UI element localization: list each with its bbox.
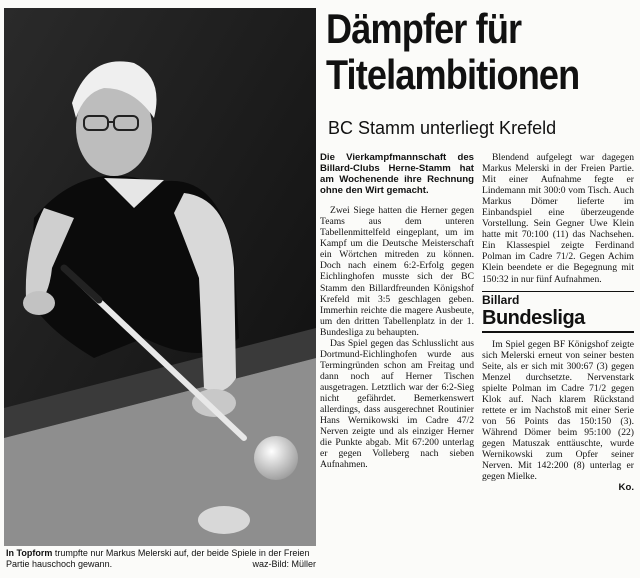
article-column-2 — [482, 152, 634, 493]
article-paragraph: Zwei Siege hatten die Herner gegen Teams aus dem unteren Tabellenmittelfeld eingeplant, um im Kampf um die Deutsche Meisterschaft ein Wörtchen mitreden zu können. Doch nach einem 6:2-Erfolg gegen Eichlinghofen musste sich der BC Stamm den Billardfreunden Königshof Krefeld mit 3:5 geschlagen geben. Immerhin reichte die magere Ausbeute, um den dritten Tabellenplatz in der 1. Bundesliga zu behaupten. — [320, 205, 474, 338]
billiard-player-photo — [4, 8, 316, 546]
headline — [326, 6, 594, 98]
author-signature: Ko. — [618, 482, 634, 494]
section-divider — [482, 291, 634, 292]
article-column-1 — [320, 152, 474, 470]
caption-bold: In Topform — [6, 548, 53, 558]
photo-illustration — [4, 8, 316, 546]
photo-credit: waz-Bild: Müller — [252, 559, 316, 569]
section-title: Bundesliga — [482, 307, 634, 333]
photo-caption — [6, 548, 316, 570]
headline-line-2: Titelambitionen — [326, 51, 580, 98]
article-paragraph: Blendend aufgelegt war dagegen Markus Melerski in der Freien Partie. Mit einer Aufnahme fegte er Lindemann mit 300:0 vom Tisch. Auch Markus Dömer lieferte im Einbandspiel eine überzeugende Vorstellung. Sein Gegner Uwe Klein hatte mit 70:100 (11) das Nachsehen. Ein Klassespiel zeigte Ferdinand Polman im Cadre 71/2. Gegen Achim Klein beendete er die Begegnung mit 150:32 in nur fünf Aufnahmen. — [482, 152, 634, 285]
section-kicker: Billard — [482, 292, 520, 307]
subheadline: BC Stamm unterliegt Krefeld — [328, 118, 557, 138]
caption-text: trumpfte nur Markus Melerski auf, der beide Spiele in der Freien Partie hauschoch gewann. — [6, 548, 310, 569]
article-paragraph: Das Spiel gegen das Schlusslicht aus Dortmund-Eichlinghofen wurde aus Termingründen schon am Freitag und dann noch auf Herner Tischen ausgetragen. Letztlich war der 6:2-Sieg nicht gefährdet. Bemerkenswert allerdings, dass ausgerechnet Routinier Hans Wernikowski im Cadre 47/2 Nerven zeigte und als einziger Herner die Punkte abgab. Mit 67:200 unterlag er gegen Volleberg nach sieben Aufnahmen. — [320, 337, 474, 471]
headline-line-1: Dämpfer für — [326, 5, 522, 52]
article-paragraph: Im Spiel gegen BF Königshof zeigte sich Melerski erneut von seiner besten Seite, als er sich mit 300:67 (3) gegen Menzel durchsetzte. Nervenstark spielte Polman im Cadre 71/2 gegen Klok auf. Nach klarem Rückstand rettete er im Nachstoß mit einer Serie von 56 Points das 150:150 (3). Während Dömer beim 95:100 (22) gegen Matuszak enttäuschte, wurde Wernikowski zum Opfer seiner Nerven. Mit 142:200 (8) unterlag er gegen Mielke. — [482, 338, 634, 483]
article-lead: Die Vierkampfmannschaft des Billard-Clubs Herne-Stamm hat am Wochenende ihre Rechnung ohne den Wirt gemacht. — [320, 152, 474, 197]
